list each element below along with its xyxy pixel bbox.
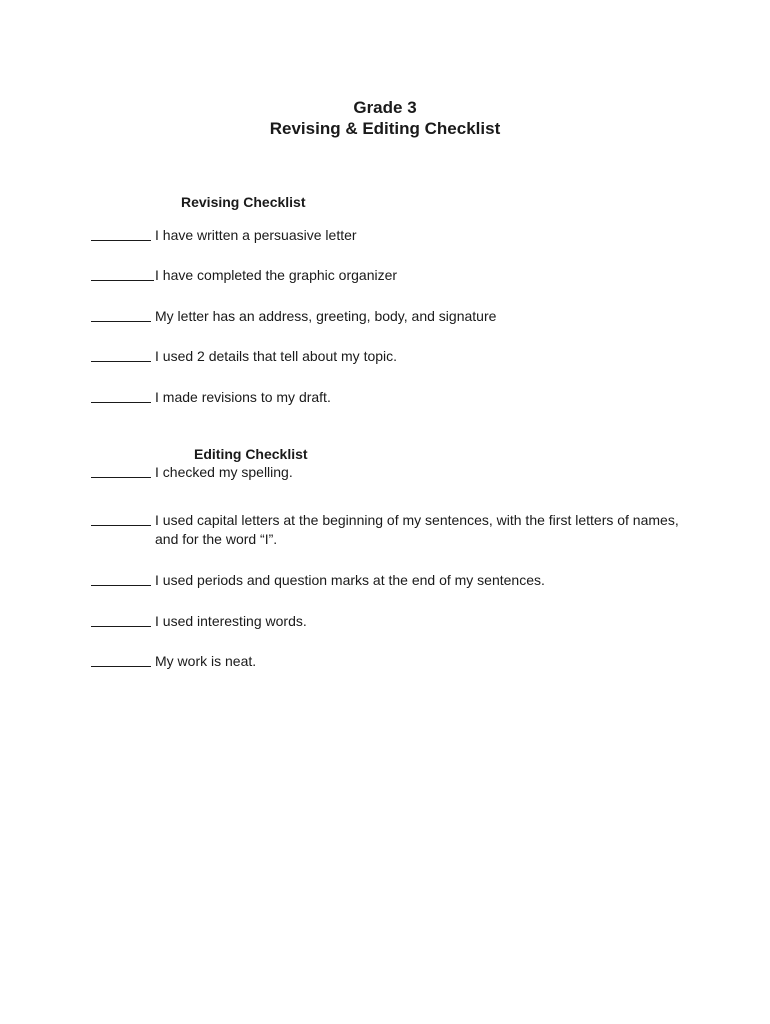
checklist-item: [91, 226, 691, 245]
checklist-item: [91, 511, 681, 549]
checklist-item-text: I used periods and question marks at the end of my sentences.: [155, 572, 545, 588]
checklist-item: [91, 652, 691, 671]
checklist-item: [91, 347, 691, 366]
check-blank[interactable]: [91, 266, 154, 281]
checklist-item-text: My letter has an address, greeting, body, and signature: [155, 308, 497, 324]
checklist-item-text: I have completed the graphic organizer: [155, 267, 398, 283]
checklist-item-text: I used interesting words.: [155, 613, 307, 629]
checklist-item: [91, 266, 691, 285]
checklist-item: [91, 571, 691, 590]
revising-checklist-heading: Revising Checklist: [181, 194, 306, 210]
check-blank[interactable]: [91, 612, 151, 627]
editing-checklist-heading: Editing Checklist: [194, 446, 308, 462]
check-blank[interactable]: [91, 307, 151, 322]
check-blank[interactable]: [91, 652, 151, 667]
document-title: Revising & Editing Checklist: [269, 119, 501, 138]
checklist-item: [91, 307, 691, 326]
checklist-item: [91, 463, 691, 482]
checklist-item-text: I checked my spelling.: [155, 464, 293, 480]
checklist-item-text: I made revisions to my draft.: [155, 389, 331, 405]
checklist-item-text: My work is neat.: [155, 653, 257, 669]
check-blank[interactable]: [91, 511, 151, 526]
check-blank[interactable]: [91, 347, 151, 362]
checklist-item-text: I have written a persuasive letter: [155, 227, 357, 243]
checklist-item: [91, 612, 691, 631]
check-blank[interactable]: [91, 388, 151, 403]
checklist-item: [91, 388, 691, 407]
document-title-grade: Grade 3: [353, 98, 417, 117]
check-blank[interactable]: [91, 226, 151, 241]
checklist-item-text: I used 2 details that tell about my topic.: [155, 348, 398, 364]
check-blank[interactable]: [91, 463, 151, 478]
checklist-item-text: I used capital letters at the beginning of my sentences, with the first letters of names, and for the word “I”.: [155, 512, 679, 547]
check-blank[interactable]: [91, 571, 151, 586]
